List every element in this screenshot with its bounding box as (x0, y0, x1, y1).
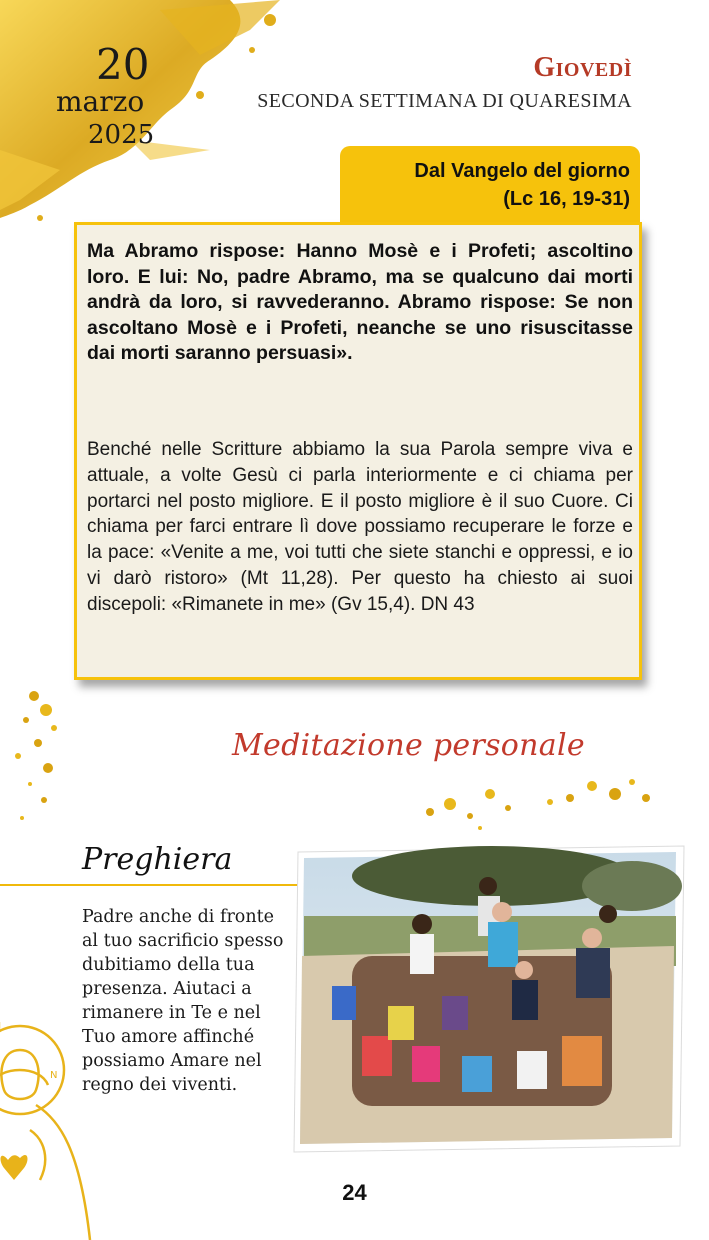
svg-text:I (0, 1020, 1, 1033)
page-number: 24 (342, 1180, 367, 1205)
group-photo-image (292, 846, 684, 1152)
gospel-box (74, 222, 642, 680)
date-year: 2025 (88, 120, 155, 150)
meditation-heading: Meditazione personale (232, 728, 585, 763)
prayer-text: Padre anche di fronte al tuo sacrificio spesso dubitiamo della tua presenza. Aiutaci a rimanere in Te e nel Tuo amore affinché possiamo Amare nel regno dei viventi. (82, 907, 284, 1095)
svg-text:N: N (50, 1070, 58, 1081)
date-day: 20 (96, 40, 150, 89)
gold-paint-decoration (0, 0, 300, 230)
prayer-divider (0, 884, 330, 886)
gold-splatter-right (420, 772, 660, 836)
week-subtitle: SECONDA SETTIMANA DI QUARESIMA (257, 90, 632, 112)
weekday-title: Giovedì (533, 52, 632, 83)
prayer-heading: Preghiera (82, 842, 233, 877)
gospel-heading-tab (340, 146, 640, 222)
group-photo (292, 846, 684, 1152)
gospel-commentary: Benché nelle Scritture abbiamo la sua Parola sempre viva e attuale, a volte Gesù ci parla interiormente e ci chiama per portarci nel posto migliore. E il posto migliore è il suo Cuore. Ci chiama per farci entrare lì dove possiamo recuperare le forze e la pace: «Venite a me, voi tutti che siete stanchi e oppressi, e io vi darò ristoro» (Mt 11,28). Per questo ha chiesto ai suoi discepoli: «Rimanete in me» (Gv 15,4). DN 43 (87, 439, 633, 615)
gold-splatter-left (4, 688, 74, 838)
date-month: marzo (56, 85, 145, 118)
gospel-reference: (Lc 16, 19-31) (503, 188, 630, 210)
gospel-heading: Dal Vangelo del giorno (414, 160, 630, 182)
gospel-quote: Ma Abramo rispose: Hanno Mosè e i Profeti; ascoltino loro. E lui: No, padre Abramo, ma se qualcuno dai morti andrà da loro, si ravvederanno. Abramo rispose: Se non ascoltano Mosè e i Profeti, neanche se uno risuscitasse dai morti saranno persuasi». (87, 240, 633, 364)
